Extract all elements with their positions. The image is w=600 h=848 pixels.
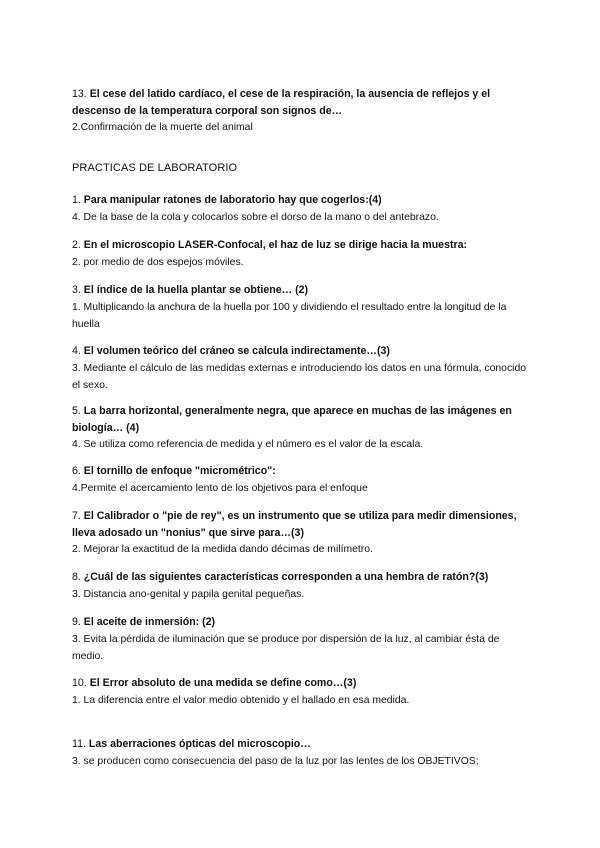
answer-text: 3. Distancia ano-genital y papila genital pequeñas. — [72, 588, 305, 600]
section-title: PRACTICAS DE LABORATORIO — [72, 162, 238, 174]
question-number: 6. — [72, 465, 81, 477]
question-block-5 — [72, 403, 532, 454]
answer-text: 1. La diferencia entre el valor medio obtenido y el hallado en esa medida. — [72, 694, 410, 706]
question-block-11 — [72, 736, 532, 770]
question-number: 2. — [72, 239, 81, 251]
question-number: 5. — [72, 405, 81, 417]
answer-text: 2. por medio de dos espejos móviles. — [72, 256, 244, 268]
question-text — [72, 237, 532, 254]
question-text — [72, 508, 532, 541]
answer-text: 3. se producen como consecuencia del paso de la luz por las lentes de los OBJETIVOS; — [72, 755, 479, 767]
question-number: 11. — [72, 738, 86, 750]
question-text — [72, 463, 532, 480]
question-number: 4. — [72, 345, 81, 357]
question-text — [72, 86, 532, 119]
question-number: 8. — [72, 571, 81, 583]
question-block-10 — [72, 675, 532, 709]
question-number: 13. — [72, 88, 87, 100]
question-text — [72, 403, 532, 436]
question-label: Para manipular ratones de laboratorio hay que cogerlos:(4) — [83, 194, 382, 206]
question-label: La barra horizontal, generalmente negra, que aparece en muchas de las imágenes en biología… (4) — [72, 405, 512, 434]
question-block-8 — [72, 569, 532, 603]
answer-text: 2. Mejorar la exactitud de la medida dando décimas de milímetro. — [72, 544, 373, 555]
question-block-2 — [72, 237, 532, 271]
question-number: 3. — [72, 284, 81, 296]
answer-text: 1. Multiplicando la anchura de la huella por 100 y dividiendo el resultado entre la longitud de la huella — [72, 301, 507, 330]
question-text — [72, 343, 532, 360]
question-label: En el microscopio LASER-Confocal, el haz de luz se dirige hacia la muestra: — [83, 239, 468, 251]
question-number: 1. — [72, 194, 81, 206]
answer-text: 2.Confirmación de la muerte del animal — [72, 122, 253, 133]
question-text — [72, 282, 532, 299]
question-label: ¿Cuál de las siguientes características corresponden a una hembra de ratón?(3) — [83, 571, 489, 583]
question-label: El tornillo de enfoque "micrométrico": — [83, 465, 276, 477]
question-text — [72, 736, 532, 753]
answer-text: 4. Se utiliza como referencia de medida y el número es el valor de la escala. — [72, 439, 424, 450]
question-block-7 — [72, 508, 532, 559]
question-block-6 — [72, 463, 532, 497]
question-block-1 — [72, 192, 532, 226]
question-number: 7. — [72, 510, 81, 522]
question-text — [72, 569, 532, 586]
question-block-4 — [72, 343, 532, 395]
answer-text: 4.Permite el acercamiento lento de los objetivos para el enfoque — [72, 482, 368, 494]
question-label: El índice de la huella plantar se obtiene… (2) — [83, 284, 309, 296]
question-text — [72, 675, 532, 692]
question-label: Las aberraciones ópticas del microscopio… — [88, 738, 311, 750]
question-block-9 — [72, 614, 532, 666]
answer-text: 3. Evita la pérdida de iluminación que se produce por dispersión de la luz, al cambiar ésta de medio. — [72, 633, 500, 662]
question-number: 9. — [72, 616, 81, 628]
question-block-13 — [72, 86, 532, 137]
question-label: El aceite de inmersión: (2) — [83, 616, 216, 628]
question-text — [72, 192, 532, 209]
question-text — [72, 614, 532, 631]
question-label: El Error absoluto de una medida se define como…(3) — [89, 677, 357, 689]
question-number: 10. — [72, 677, 87, 689]
question-block-3 — [72, 282, 532, 334]
answer-text: 3. Mediante el cálculo de las medidas externas e introduciendo los datos en una fórmula, conocido el sexo. — [72, 362, 527, 391]
question-label: El cese del latido cardíaco, el cese de la respiración, la ausencia de reflejos y el descenso de la temperatura corporal son signos de… — [72, 88, 491, 117]
answer-text: 4. De la base de la cola y colocarlos sobre el dorso de la mano o del antebrazo. — [72, 211, 439, 223]
question-label: El volumen teórico del cráneo se calcula indirectamente…(3) — [83, 345, 390, 357]
question-label: El Calibrador o "pie de rey", es un instrumento que se utiliza para medir dimensiones, lleva adosado un "nonius" que sirve para…(3) — [72, 510, 517, 539]
